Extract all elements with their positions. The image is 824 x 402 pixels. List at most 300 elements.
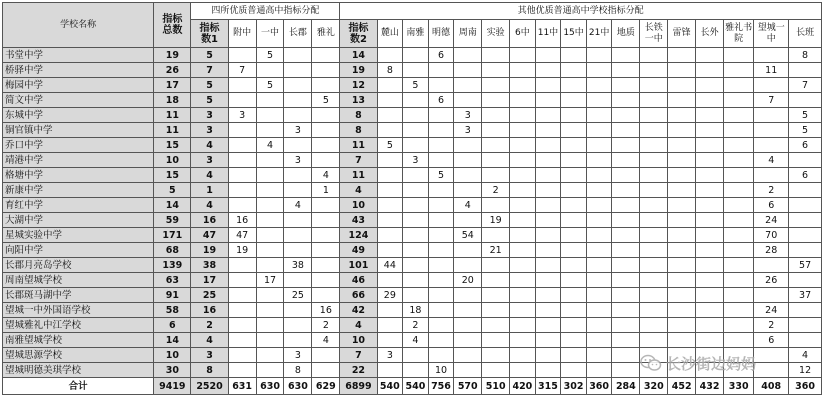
quota-cell: 16 (228, 213, 256, 228)
quota-cell (428, 213, 454, 228)
school-name-cell: 向阳中学 (3, 243, 154, 258)
quota-cell (228, 48, 256, 63)
quota-cell (284, 108, 312, 123)
quota-cell: 3 (284, 153, 312, 168)
quota-cell (454, 258, 482, 273)
quota-cell: 8 (340, 108, 377, 123)
quota-cell (696, 303, 724, 318)
quota-cell (428, 123, 454, 138)
quota-cell (535, 63, 561, 78)
quota-cell: 1 (191, 183, 228, 198)
school-name-cell: 铜官镇中学 (3, 123, 154, 138)
quota-cell: 37 (789, 288, 822, 303)
header-total: 指标 总数 (154, 3, 191, 48)
quota-cell (228, 318, 256, 333)
quota-cell (284, 213, 312, 228)
quota-cell (561, 123, 587, 138)
quota-cell (256, 168, 284, 183)
table-row (3, 63, 822, 78)
quota-cell: 3 (228, 108, 256, 123)
quota-cell (612, 288, 640, 303)
quota-cell: 22 (340, 363, 377, 378)
quota-cell (403, 138, 429, 153)
total-cell: 360 (789, 378, 822, 395)
quota-cell (403, 168, 429, 183)
quota-cell (482, 153, 510, 168)
quota-cell (696, 123, 724, 138)
quota-cell: 29 (377, 288, 403, 303)
quota-cell: 15 (154, 138, 191, 153)
quota-cell: 16 (191, 303, 228, 318)
quota-cell: 12 (340, 78, 377, 93)
header-col-yalishuyuan: 雅礼书院 (724, 20, 754, 48)
quota-cell (428, 318, 454, 333)
quota-cell: 139 (154, 258, 191, 273)
quota-cell (256, 333, 284, 348)
quota-cell (696, 198, 724, 213)
quota-cell: 3 (191, 348, 228, 363)
header-col-wangchengyizhong: 望城一中 (754, 20, 789, 48)
school-name-cell: 望城思源学校 (3, 348, 154, 363)
quota-cell (535, 153, 561, 168)
quota-cell (535, 183, 561, 198)
quota-cell (586, 228, 612, 243)
quota-cell (640, 183, 668, 198)
quota-cell (561, 303, 587, 318)
quota-cell (586, 258, 612, 273)
quota-cell (510, 258, 536, 273)
quota-cell (403, 258, 429, 273)
quota-cell: 5 (256, 48, 284, 63)
quota-cell (561, 288, 587, 303)
quota-cell (403, 213, 429, 228)
quota-cell (284, 63, 312, 78)
total-cell: 540 (377, 378, 403, 395)
school-name-cell: 望城明德美琪学校 (3, 363, 154, 378)
quota-cell (377, 333, 403, 348)
quota-cell (696, 63, 724, 78)
quota-cell: 7 (789, 78, 822, 93)
quota-cell: 16 (191, 213, 228, 228)
quota-cell (284, 93, 312, 108)
quota-cell (586, 63, 612, 78)
quota-cell: 42 (340, 303, 377, 318)
quota-cell: 30 (154, 363, 191, 378)
quota-cell (561, 243, 587, 258)
header-col-leifeng: 雷锋 (668, 20, 696, 48)
quota-cell (586, 288, 612, 303)
quota-cell (561, 93, 587, 108)
quota-cell (403, 198, 429, 213)
quota-cell (454, 183, 482, 198)
quota-cell (668, 108, 696, 123)
quota-cell: 17 (154, 78, 191, 93)
quota-cell (535, 273, 561, 288)
quota-cell: 46 (340, 273, 377, 288)
quota-cell: 5 (191, 93, 228, 108)
quota-cell (724, 183, 754, 198)
quota-cell (696, 288, 724, 303)
quota-cell: 57 (789, 258, 822, 273)
quota-cell: 5 (789, 123, 822, 138)
quota-cell: 5 (191, 48, 228, 63)
quota-cell (428, 288, 454, 303)
quota-cell (454, 213, 482, 228)
quota-cell (668, 213, 696, 228)
header-col-zhounan: 周南 (454, 20, 482, 48)
quota-cell (510, 123, 536, 138)
quota-cell (482, 228, 510, 243)
quota-cell (724, 168, 754, 183)
quota-cell (256, 228, 284, 243)
school-name-cell: 靖港中学 (3, 153, 154, 168)
school-name-cell: 简文中学 (3, 93, 154, 108)
quota-cell: 1 (312, 183, 340, 198)
quota-cell (256, 213, 284, 228)
quota-cell (724, 273, 754, 288)
quota-cell (640, 318, 668, 333)
quota-cell: 4 (191, 198, 228, 213)
quota-cell (640, 273, 668, 288)
quota-cell (696, 183, 724, 198)
total-cell: 452 (668, 378, 696, 395)
school-name-cell: 星城实验中学 (3, 228, 154, 243)
header-col-yizhong: 一中 (256, 20, 284, 48)
quota-cell (640, 228, 668, 243)
header-col-21zhong: 21中 (586, 20, 612, 48)
quota-cell (510, 363, 536, 378)
quota-cell (640, 123, 668, 138)
quota-cell (256, 108, 284, 123)
quota-cell (668, 63, 696, 78)
quota-cell (256, 243, 284, 258)
quota-cell: 24 (754, 303, 789, 318)
quota-cell (724, 78, 754, 93)
quota-cell (668, 273, 696, 288)
quota-cell (482, 288, 510, 303)
total-cell: 330 (724, 378, 754, 395)
quota-cell (482, 348, 510, 363)
quota-cell (561, 333, 587, 348)
quota-cell (668, 198, 696, 213)
quota-cell (612, 258, 640, 273)
quota-cell (612, 153, 640, 168)
quota-cell (377, 78, 403, 93)
quota-cell (428, 153, 454, 168)
quota-cell (256, 63, 284, 78)
quota-cell (754, 108, 789, 123)
quota-cell (696, 333, 724, 348)
quota-cell (668, 333, 696, 348)
quota-cell (535, 213, 561, 228)
quota-cell (454, 168, 482, 183)
quota-table (2, 2, 822, 395)
quota-cell: 24 (754, 213, 789, 228)
quota-cell (228, 93, 256, 108)
quota-cell (284, 243, 312, 258)
school-name-cell: 望城雅礼中江学校 (3, 318, 154, 333)
quota-cell (428, 108, 454, 123)
quota-cell (312, 108, 340, 123)
quota-cell (586, 153, 612, 168)
quota-cell: 14 (154, 333, 191, 348)
quota-cell (454, 48, 482, 63)
quota-cell (312, 273, 340, 288)
quota-cell (312, 63, 340, 78)
quota-cell (586, 138, 612, 153)
quota-cell (377, 48, 403, 63)
quota-cell (789, 198, 822, 213)
quota-cell (403, 288, 429, 303)
quota-cell (482, 258, 510, 273)
quota-cell (754, 258, 789, 273)
quota-cell (640, 153, 668, 168)
quota-cell (640, 108, 668, 123)
quota-cell (754, 138, 789, 153)
quota-cell (510, 273, 536, 288)
school-name-cell: 长郡月亮岛学校 (3, 258, 154, 273)
quota-cell (482, 303, 510, 318)
table-row (3, 243, 822, 258)
quota-cell (284, 48, 312, 63)
quota-cell: 70 (754, 228, 789, 243)
quota-cell (510, 243, 536, 258)
quota-cell (724, 213, 754, 228)
quota-cell (377, 228, 403, 243)
quota-cell (482, 48, 510, 63)
quota-cell (612, 168, 640, 183)
quota-cell (668, 243, 696, 258)
quota-cell (428, 228, 454, 243)
quota-cell (403, 183, 429, 198)
table-row (3, 93, 822, 108)
quota-cell (510, 213, 536, 228)
quota-cell (612, 138, 640, 153)
quota-cell (535, 138, 561, 153)
quota-cell: 4 (284, 198, 312, 213)
quota-cell: 19 (340, 63, 377, 78)
quota-cell (668, 258, 696, 273)
quota-cell (482, 363, 510, 378)
header-col-changjun: 长郡 (284, 20, 312, 48)
quota-cell (228, 183, 256, 198)
quota-cell (403, 228, 429, 243)
quota-cell (535, 78, 561, 93)
quota-cell (668, 138, 696, 153)
quota-cell: 5 (191, 78, 228, 93)
quota-cell: 49 (340, 243, 377, 258)
quota-cell (454, 303, 482, 318)
quota-cell (228, 198, 256, 213)
quota-cell (228, 348, 256, 363)
quota-cell: 3 (284, 348, 312, 363)
quota-cell (428, 348, 454, 363)
header-col-nanya: 南雅 (403, 20, 429, 48)
quota-cell (696, 138, 724, 153)
quota-cell (789, 303, 822, 318)
quota-cell (482, 138, 510, 153)
quota-cell (454, 153, 482, 168)
quota-cell (668, 48, 696, 63)
quota-cell (640, 138, 668, 153)
quota-cell (612, 78, 640, 93)
quota-cell (789, 243, 822, 258)
quota-cell (482, 63, 510, 78)
quota-cell (696, 48, 724, 63)
quota-cell (312, 123, 340, 138)
quota-cell (256, 93, 284, 108)
quota-cell (668, 303, 696, 318)
quota-cell (377, 93, 403, 108)
quota-cell (256, 123, 284, 138)
table-row (3, 183, 822, 198)
quota-cell (377, 198, 403, 213)
quota-cell (535, 198, 561, 213)
quota-cell (454, 348, 482, 363)
quota-cell (256, 258, 284, 273)
quota-cell (228, 123, 256, 138)
quota-cell (454, 288, 482, 303)
total-cell: 315 (535, 378, 561, 395)
total-label: 合计 (3, 378, 154, 395)
quota-cell (482, 168, 510, 183)
quota-cell (312, 153, 340, 168)
school-name-cell: 长郡斑马湖中学 (3, 288, 154, 303)
quota-cell: 11 (340, 138, 377, 153)
header-quota1: 指标 数1 (191, 20, 228, 48)
quota-cell: 10 (340, 198, 377, 213)
quota-cell: 124 (340, 228, 377, 243)
quota-cell: 4 (191, 333, 228, 348)
quota-cell (228, 78, 256, 93)
quota-cell (403, 93, 429, 108)
quota-cell: 10 (154, 153, 191, 168)
header-col-15zhong: 15中 (561, 20, 587, 48)
quota-cell: 5 (312, 93, 340, 108)
quota-cell (510, 138, 536, 153)
header-col-changban: 长班 (789, 20, 822, 48)
quota-cell: 4 (754, 153, 789, 168)
quota-cell (754, 48, 789, 63)
quota-cell: 6 (428, 48, 454, 63)
quota-cell: 10 (340, 333, 377, 348)
quota-cell (228, 153, 256, 168)
quota-cell: 44 (377, 258, 403, 273)
quota-cell (482, 123, 510, 138)
quota-cell (510, 198, 536, 213)
quota-cell (377, 273, 403, 288)
quota-cell: 101 (340, 258, 377, 273)
quota-cell (640, 213, 668, 228)
quota-cell: 25 (284, 288, 312, 303)
quota-cell (586, 318, 612, 333)
quota-cell (640, 48, 668, 63)
quota-cell (612, 183, 640, 198)
quota-cell (640, 78, 668, 93)
quota-cell: 6 (154, 318, 191, 333)
quota-cell (561, 363, 587, 378)
quota-cell (454, 63, 482, 78)
quota-cell: 28 (754, 243, 789, 258)
header-school-name: 学校名称 (3, 3, 154, 48)
quota-cell (612, 213, 640, 228)
quota-cell (482, 273, 510, 288)
quota-cell: 13 (340, 93, 377, 108)
quota-cell (724, 318, 754, 333)
quota-cell (454, 243, 482, 258)
quota-cell (612, 108, 640, 123)
quota-cell: 4 (191, 138, 228, 153)
total-cell: 284 (612, 378, 640, 395)
quota-cell (754, 78, 789, 93)
quota-cell (510, 108, 536, 123)
quota-cell: 8 (789, 48, 822, 63)
quota-cell: 11 (154, 123, 191, 138)
quota-cell: 3 (377, 348, 403, 363)
quota-cell (668, 78, 696, 93)
quota-cell (668, 93, 696, 108)
quota-cell: 171 (154, 228, 191, 243)
total-cell: 631 (228, 378, 256, 395)
quota-cell (428, 243, 454, 258)
quota-cell: 11 (754, 63, 789, 78)
quota-cell (724, 48, 754, 63)
quota-cell (312, 348, 340, 363)
quota-cell (403, 63, 429, 78)
quota-cell (510, 228, 536, 243)
quota-cell: 3 (454, 108, 482, 123)
table-row (3, 333, 822, 348)
quota-cell (754, 348, 789, 363)
quota-cell (535, 228, 561, 243)
quota-cell: 3 (191, 123, 228, 138)
school-name-cell: 梅园中学 (3, 78, 154, 93)
table-row (3, 288, 822, 303)
quota-cell (403, 348, 429, 363)
quota-cell (561, 153, 587, 168)
quota-cell (510, 183, 536, 198)
quota-cell (228, 303, 256, 318)
quota-cell (754, 123, 789, 138)
quota-cell (561, 48, 587, 63)
total-cell: 756 (428, 378, 454, 395)
quota-cell: 2 (754, 318, 789, 333)
header-col-lushan: 麓山 (377, 20, 403, 48)
quota-cell (454, 78, 482, 93)
quota-cell (228, 333, 256, 348)
quota-cell: 3 (191, 108, 228, 123)
header-col-6zhong: 6中 (510, 20, 536, 48)
quota-cell: 4 (789, 348, 822, 363)
quota-cell: 4 (403, 333, 429, 348)
quota-cell (312, 213, 340, 228)
quota-cell (586, 333, 612, 348)
quota-cell: 5 (377, 138, 403, 153)
quota-cell (256, 363, 284, 378)
school-name-cell: 望城一中外国语学校 (3, 303, 154, 318)
quota-cell (535, 123, 561, 138)
quota-cell (256, 318, 284, 333)
quota-cell (284, 303, 312, 318)
header-col-yali: 雅礼 (312, 20, 340, 48)
header-col-11zhong: 11中 (535, 20, 561, 48)
quota-cell (535, 348, 561, 363)
quota-cell (586, 78, 612, 93)
quota-cell: 2 (191, 318, 228, 333)
quota-cell (284, 183, 312, 198)
quota-cell (428, 198, 454, 213)
quota-cell (454, 318, 482, 333)
